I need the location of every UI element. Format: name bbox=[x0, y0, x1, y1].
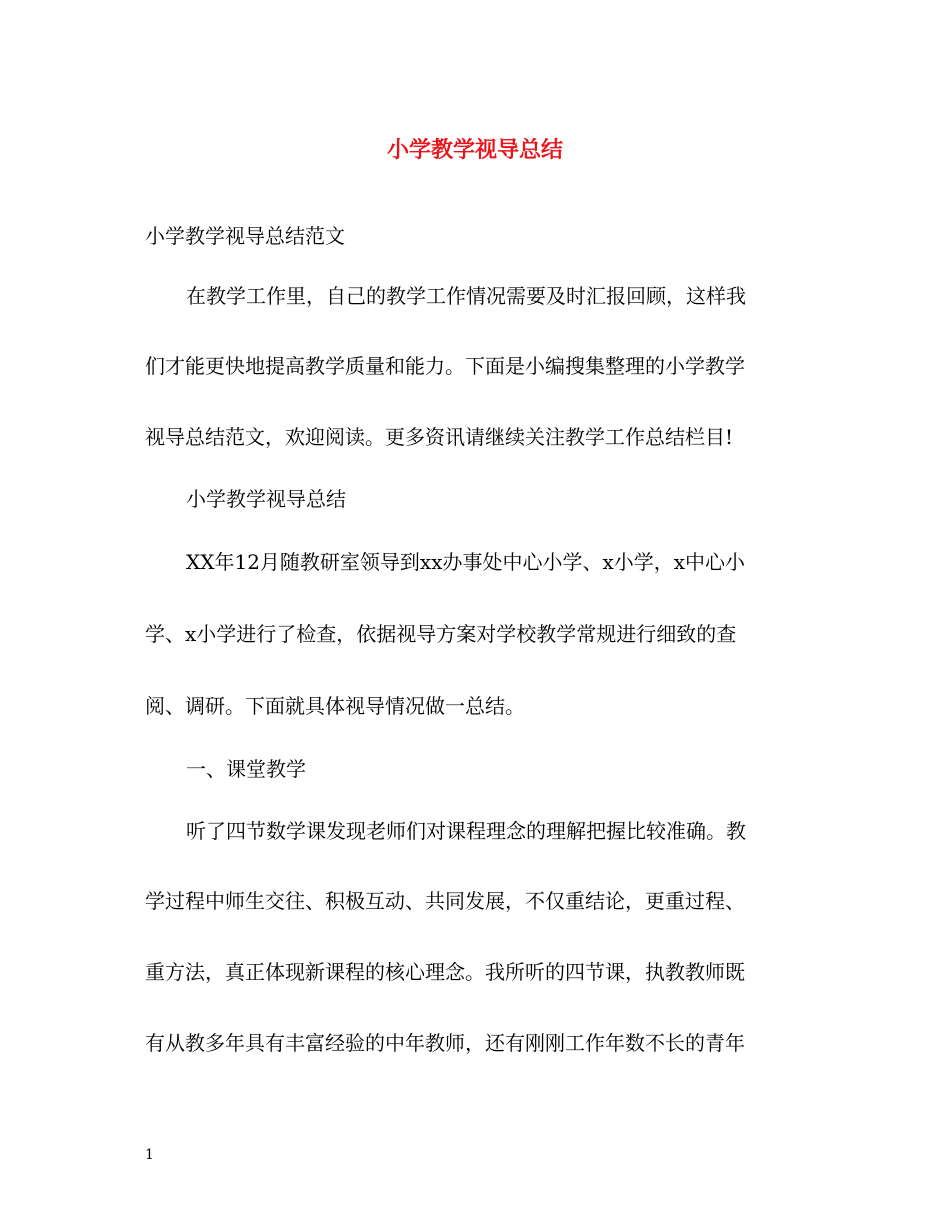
paragraph-line: 们才能更快地提高教学质量和能力。下面是小编搜集整理的小学教学 bbox=[145, 354, 745, 378]
document-title: 小学教学视导总结 bbox=[386, 137, 563, 163]
paragraph-line: 重方法，真正体现新课程的核心理念。我所听的四节课，执教教师既 bbox=[145, 960, 745, 984]
section-heading: 小学教学视导总结 bbox=[186, 487, 346, 511]
paragraph-line: 学、x小学进行了检查，依据视导方案对学校教学常规进行细致的查 bbox=[145, 622, 737, 646]
section-heading: 一、课堂教学 bbox=[186, 757, 306, 781]
paragraph-line: 听了四节数学课发现老师们对课程理念的理解把握比较准确。教 bbox=[186, 819, 746, 843]
subtitle-line: 小学教学视导总结范文 bbox=[145, 224, 345, 248]
paragraph-line: 有从教多年具有丰富经验的中年教师，还有刚刚工作年数不长的青年 bbox=[145, 1031, 745, 1055]
paragraph-line: 学过程中师生交往、积极互动、共同发展，不仅重结论，更重过程、 bbox=[145, 889, 745, 913]
paragraph-line: 在教学工作里，自己的教学工作情况需要及时汇报回顾，这样我 bbox=[186, 284, 746, 308]
paragraph-line: XX年12月随教研室领导到xx办事处中心小学、x小学，x中心小 bbox=[186, 550, 746, 574]
paragraph-line: 阅、调研。下面就具体视导情况做一总结。 bbox=[145, 694, 525, 718]
page-number: 1 bbox=[145, 1147, 154, 1163]
paragraph-line: 视导总结范文，欢迎阅读。更多资讯请继续关注教学工作总结栏目! bbox=[145, 425, 734, 449]
